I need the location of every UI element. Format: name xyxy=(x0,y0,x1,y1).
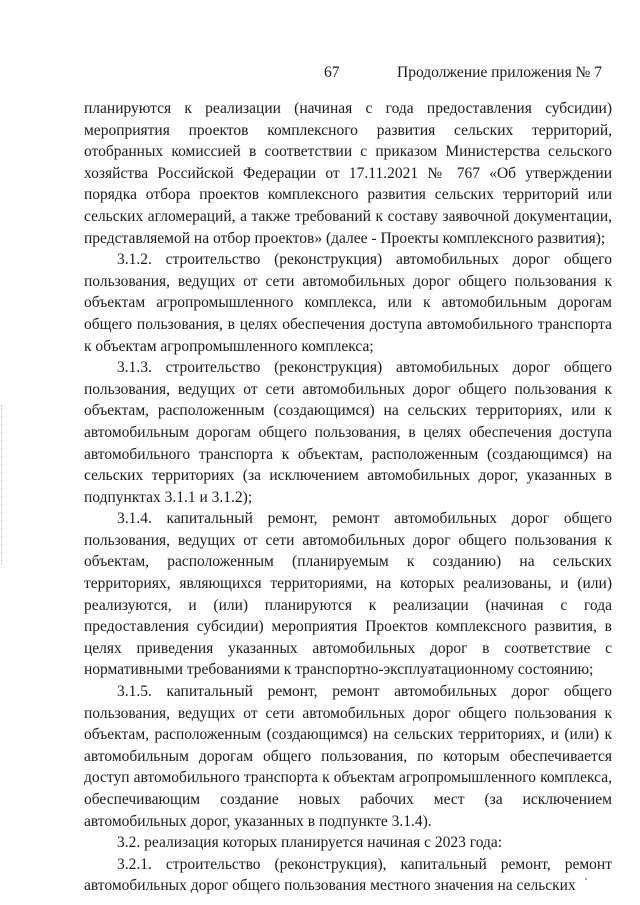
paragraph-3-2-1: 3.2.1. строительство (реконструкция), капитальный ремонт, ремонт автомобильных дорог общего пользования местного значения на сельских xyxy=(84,855,612,895)
document-body xyxy=(84,98,612,897)
paragraph-3-1-4: 3.1.4. капитальный ремонт, ремонт автомобильных дорог общего пользования, ведущих от сети автомобильных дорог общего пользования к объектам, расположенным (планируемым к созданию) на сельских территориях, являющихся территориями, на которых реализованы, и (или) реализуются, и (или) планируются к реализации (начиная с года предоставления субсидии) мероприятия Проектов комплексного развития, в целях приведения указанных автомобильных дорог в соответствие с нормативными требованиями к транспортно-эксплуатационному состоянию; xyxy=(84,510,612,679)
appendix-title: Продолжение приложения № 7 xyxy=(397,64,602,81)
page-header xyxy=(0,64,640,86)
paragraph-continuation: планируются к реализации (начиная с года предоставления субсидии) мероприятия проектов комплексного развития сельских территорий, отобранных комиссией в соответствии с приказом Министерства сельского хозяйства Российской Федерации от 17.11.2021 № 767 «Об утверждении порядка отбора проектов комплексного развития сельских территорий или сельских агломераций, а также требований к составу заявочной документации, представляемой на отбор проектов» (далее - Проекты комплексного развития); xyxy=(84,100,612,247)
scan-margin-mark xyxy=(1,405,3,565)
scan-speck xyxy=(585,878,587,880)
page-number: 67 xyxy=(324,64,340,81)
paragraph-3-1-2: 3.1.2. строительство (реконструкция) автомобильных дорог общего пользования, ведущих от сети автомобильных дорог общего пользования к объектам агропромышленного комплекса, или к автомобильным дорогам общего пользования, в целях обеспечения доступа автомобильного транспорта к объектам агропромышленного комплекса; xyxy=(84,251,612,355)
paragraph-3-1-3: 3.1.3. строительство (реконструкция) автомобильных дорог общего пользования, ведущих от сети автомобильных дорог общего пользования к объектам, расположенным (создающимся) на сельских территориях, или к автомобильным дорогам общего пользования, в целях обеспечения доступа автомобильного транспорта к объектам, расположенным (создающимся) на сельских территориях (за исключением автомобильных дорог, указанных в подпунктах 3.1.1 и 3.1.2); xyxy=(84,359,612,506)
paragraph-3-1-5: 3.1.5. капитальный ремонт, ремонт автомобильных дорог общего пользования, ведущих от сети автомобильных дорог общего пользования к объектам, расположенным (создающимся) на сельских территориях, и (или) к автомобильным дорогам общего пользования, по которым обеспечивается доступ автомобильного транспорта к объектам агропромышленного комплекса, обеспечивающим создание новых рабочих мест (за исключением автомобильных дорог, указанных в подпункте 3.1.4). xyxy=(84,683,612,830)
paragraph-3-2: 3.2. реализация которых планируется начиная с 2023 года: xyxy=(117,834,503,852)
